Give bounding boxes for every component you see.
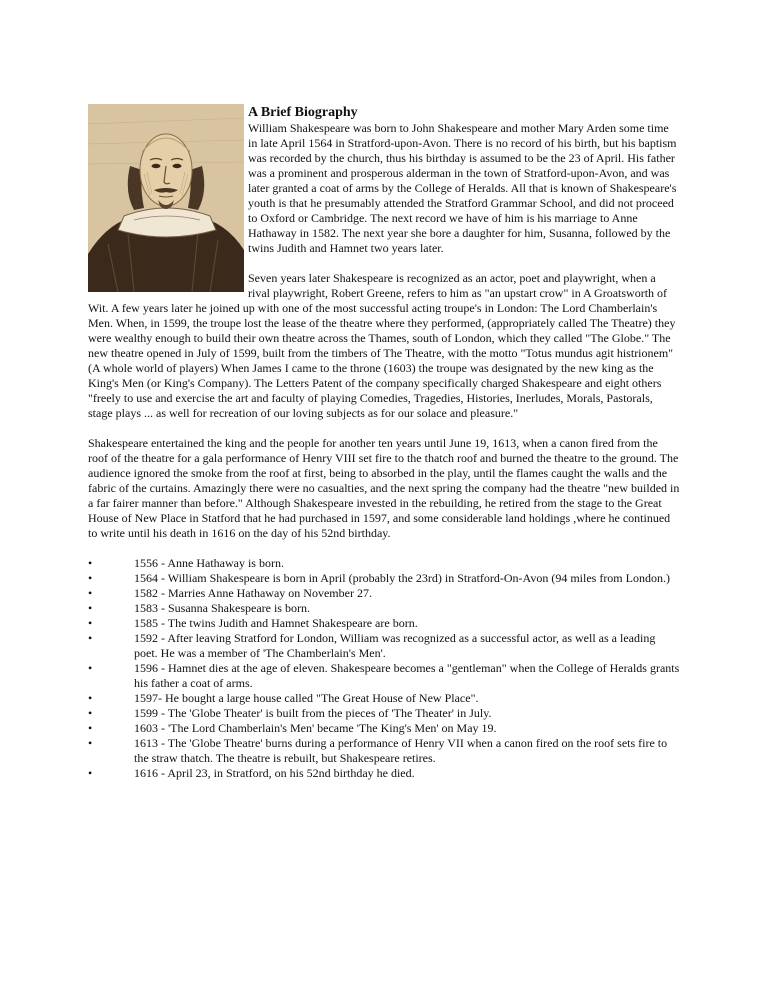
timeline-item: • 1597- He bought a large house called "The Great House of New Place". — [134, 691, 680, 706]
biography-paragraph-2: Seven years later Shakespeare is recognized as an actor, poet and playwright, when a rival playwright, Robert Greene, refers to him as "an upstart crow" in A Groatsworth of Wit. A few years later he joined up with one of the most successful acting troupe's in London: The Lord Chamberlain's Men. When, in 1599, the troupe lost the lease of the theatre where they performed, (appropriately called The Theatre) they were wealthy enough to build their own theatre across the Thames, south of London, which they called "The Globe." The new theatre opened in July of 1599, built from the timbers of The Theatre, with the motto "Totus mundus agit histrionem" (A whole world of players) When James I came to the throne (1603) the troupe was designated by the new king as the King's Men (or King's Company). The Letters Patent of the company specifically charged Shakespeare and eight others "freely to use and exercise the art and faculty of playing Comedies, Tragedies, Histories, Inerludes, Morals, Pastorals, stage plays ... as well for recreation of our loving subjects as for our solace and pleasure." — [88, 271, 676, 420]
shakespeare-portrait — [88, 104, 244, 292]
biography-content — [88, 104, 680, 781]
biography-title: A Brief Biography — [248, 105, 358, 120]
timeline-item: • 1596 - Hamnet dies at the age of eleven. Shakespeare becomes a "gentleman" when the College of Heralds grants his father a coat of arms. — [134, 661, 680, 691]
timeline-item: • 1616 - April 23, in Stratford, on his 52nd birthday he died. — [134, 766, 680, 781]
biography-paragraph-3: Shakespeare entertained the king and the people for another ten years until June 19, 1613, when a canon fired from the roof of the theatre for a gala performance of Henry VIII set fire to the thatch roof and burned the theatre to the ground. The audience ignored the smoke from the roof at first, being to absorbed in the play, until the flames caught the walls and the fabric of the curtains. Amazingly there were no casualties, and the next spring the company had the theatre "new builded in a far fairer manner than before." Although Shakespeare invested in the rebuilding, he retired from the stage to the Great House of New Place in Statford that he had purchased in 1597, and some considerable land holdings ,where he continued to write until his death in 1616 on the day of his 52nd birthday. — [88, 436, 680, 540]
timeline-item: • 1556 - Anne Hathaway is born. — [134, 556, 680, 571]
timeline-item: • 1564 - William Shakespeare is born in April (probably the 23rd) in Stratford-On-Avon (94 miles from London.) — [134, 571, 680, 586]
timeline-item: • 1613 - The 'Globe Theatre' burns during a performance of Henry VII when a canon fired on the roof sets fire to the straw thatch. The theatre is rebuilt, but Shakespeare retires. — [134, 736, 680, 766]
timeline-item: • 1585 - The twins Judith and Hamnet Shakespeare are born. — [134, 616, 680, 631]
timeline-list — [88, 556, 680, 781]
timeline-item: • 1583 - Susanna Shakespeare is born. — [134, 601, 680, 616]
timeline-item: • 1603 - 'The Lord Chamberlain's Men' became 'The King's Men' on May 19. — [134, 721, 680, 736]
biography-paragraph-1: William Shakespeare was born to John Shakespeare and mother Mary Arden some time in late April 1564 in Stratford-upon-Avon. There is no record of his birth, but his baptism was recorded by the church, thus his birthday is assumed to be the 23 of April. His father was a prominent and prosperous alderman in the town of Stratford-upon-Avon, and was later granted a coat of arms by the College of Heralds. All that is known of Shakespeare's youth is that he presumably attended the Stratford Grammar School, and did not proceed to Oxford or Cambridge. The next record we have of him is his marriage to Anne Hathaway in 1582. The next year she bore a daughter for him, Susanna, followed by the twins Judith and Hamnet two years later. — [248, 121, 677, 255]
timeline-item: • 1592 - After leaving Stratford for London, William was recognized as a successful actor, as well as a leading poet. He was a member of 'The Chamberlain's Men'. — [134, 631, 680, 661]
timeline-item: • 1582 - Marries Anne Hathaway on November 27. — [134, 586, 680, 601]
timeline-item: • 1599 - The 'Globe Theater' is built from the pieces of 'The Theater' in July. — [134, 706, 680, 721]
